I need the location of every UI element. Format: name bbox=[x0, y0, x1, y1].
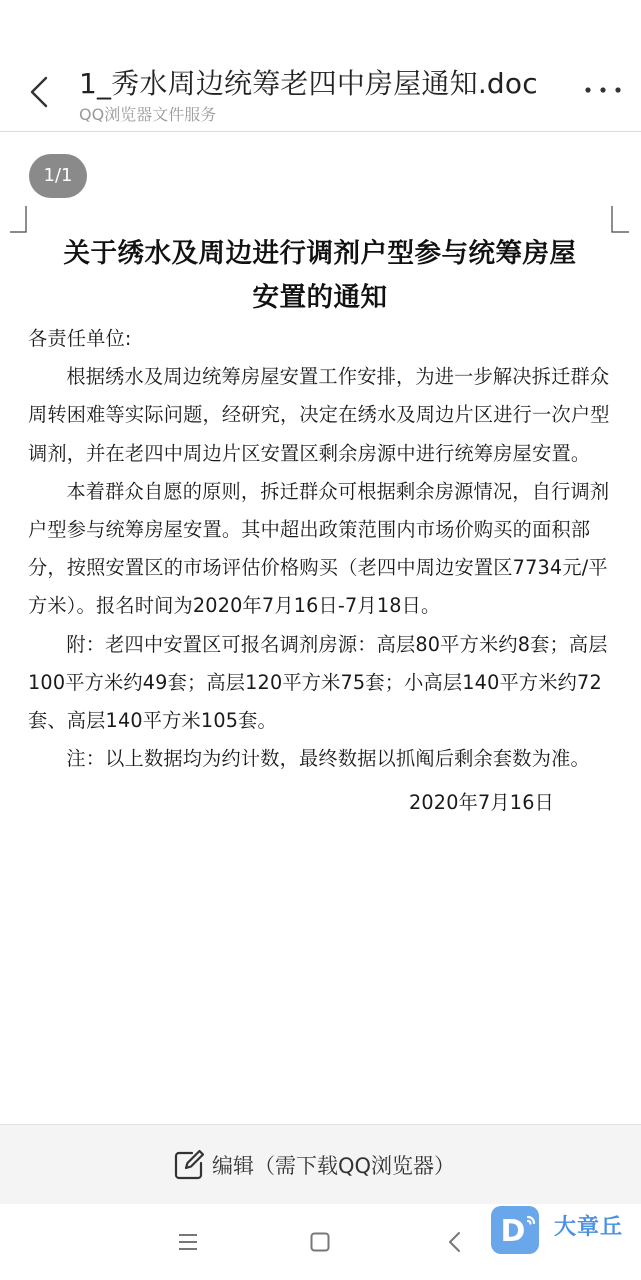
watermark-logo-icon bbox=[491, 1206, 539, 1254]
document-title-line2: 安置的通知 bbox=[252, 282, 388, 313]
page-indicator: 1/1 bbox=[29, 154, 87, 198]
home-icon[interactable] bbox=[309, 1231, 331, 1253]
document-paragraph: 附：老四中安置区可报名调剂房源：高层80平方米约8套；高层100平方米约49套；高层120平方米75套；小高层140平方米约72套、高层140平方米105套。 bbox=[28, 632, 608, 733]
edit-bar bbox=[0, 1124, 641, 1205]
more-dots-icon bbox=[583, 78, 623, 98]
document-title-line1: 关于绣水及周边进行调剂户型参与统筹房屋 bbox=[63, 238, 577, 269]
watermark-logo bbox=[491, 1206, 539, 1254]
chevron-left-icon bbox=[24, 72, 58, 112]
edit-button[interactable] bbox=[172, 1143, 455, 1187]
document-paragraph: 根据绣水及周边统筹房屋安置工作安排，为进一步解决拆迁群众周转困难等实际问题，经研究，决定在绣水及周边片区进行一次户型调剂，并在老四中周边片区安置区剩余房源中进行统筹房屋安置。 bbox=[28, 365, 610, 465]
document-paragraph: 本着群众自愿的原则，拆迁群众可根据剩余房源情况，自行调剂户型参与统筹房屋安置。其中超出政策范围内市场价购买的面积部分，按照安置区的市场评估价格购买（老四中周边安置区7734元/平方米）。报名时间为2020年7月16日-7月18日。 bbox=[28, 479, 610, 618]
file-source: QQ浏览器文件服务 bbox=[79, 105, 217, 124]
system-nav-bar bbox=[0, 1204, 641, 1280]
file-title: 1_秀水周边统筹老四中房屋通知.doc bbox=[79, 67, 538, 100]
svg-text:D: D bbox=[500, 1214, 526, 1249]
crop-mark-left bbox=[10, 206, 28, 234]
menu-icon[interactable] bbox=[176, 1232, 200, 1252]
edit-button-label: 编辑（需下载QQ浏览器） bbox=[212, 1154, 456, 1178]
edit-icon bbox=[172, 1148, 206, 1182]
watermark-text: 大章丘 bbox=[554, 1215, 624, 1240]
document-date: 2020年7月16日 bbox=[408, 791, 554, 815]
app-header bbox=[0, 0, 641, 132]
document-body bbox=[28, 232, 612, 823]
back-button[interactable] bbox=[24, 72, 58, 112]
back-icon[interactable] bbox=[445, 1230, 465, 1254]
document-salutation: 各责任单位: bbox=[28, 327, 132, 350]
crop-mark-right bbox=[611, 206, 629, 234]
more-button[interactable] bbox=[583, 78, 623, 98]
document-paragraph: 注：以上数据均为约计数，最终数据以抓阄后剩余套数为准。 bbox=[66, 747, 590, 771]
